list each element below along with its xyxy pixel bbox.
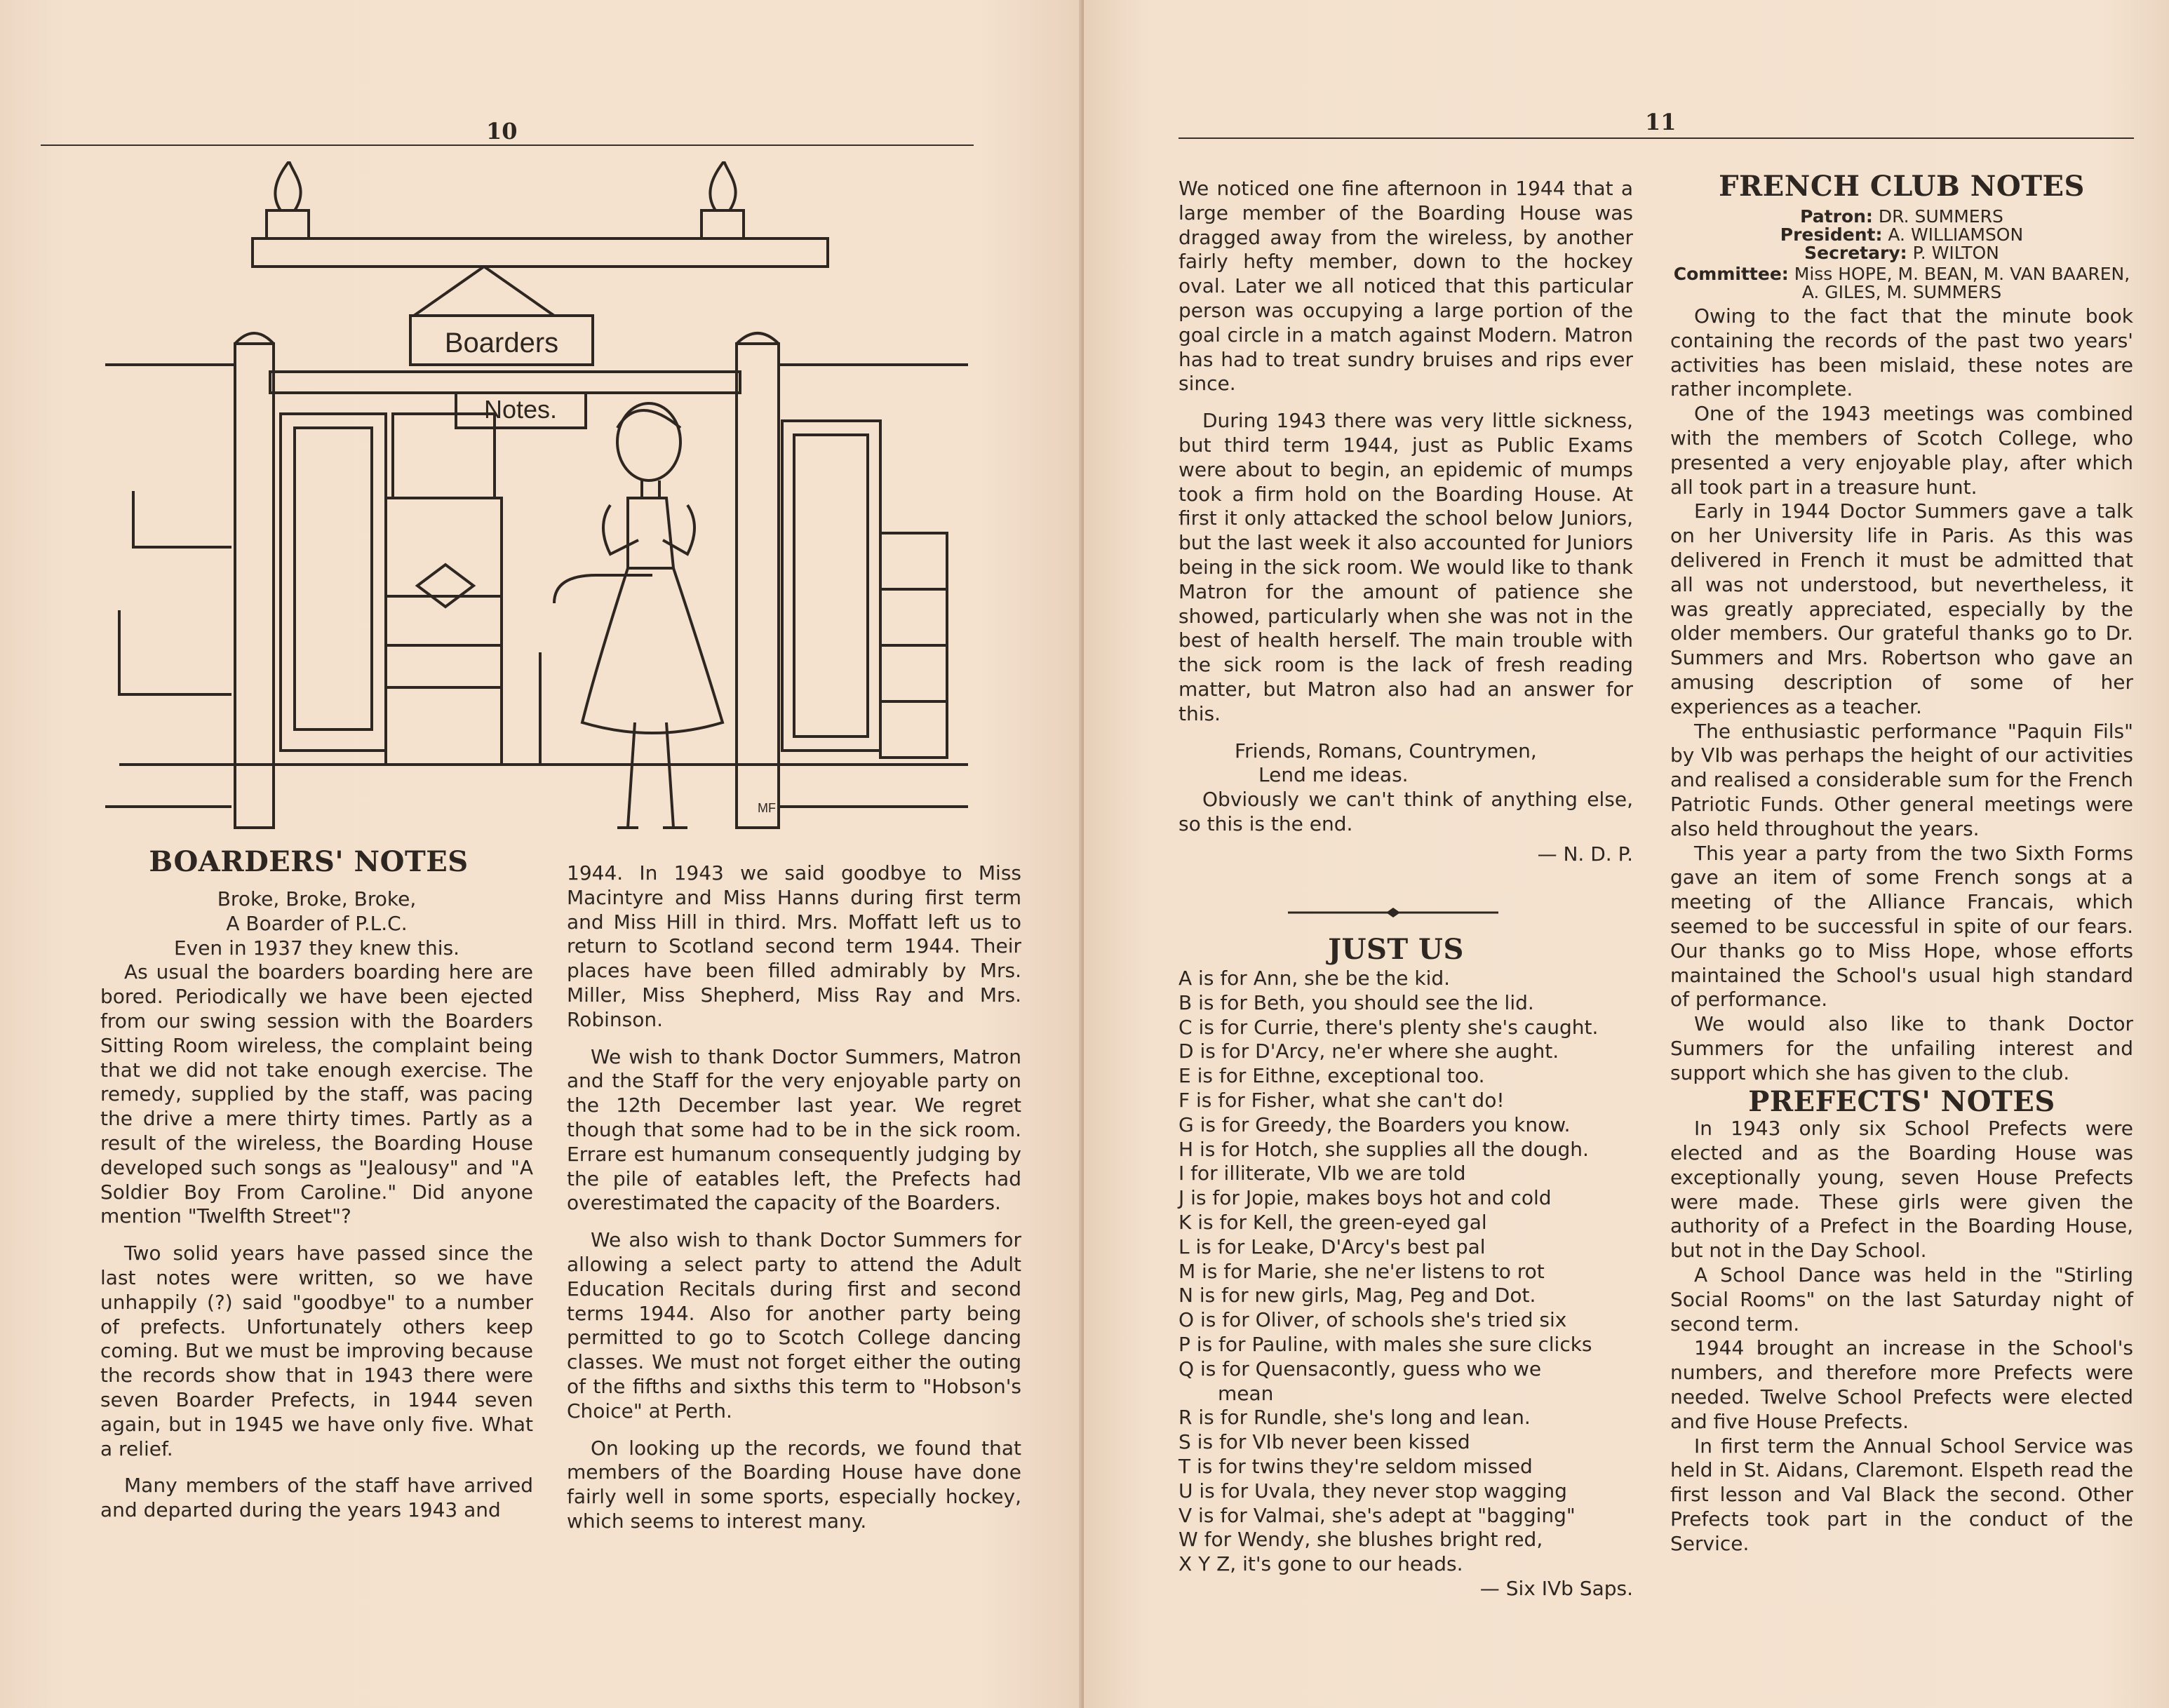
alphabet-line: C is for Currie, there's plenty she's caught. bbox=[1178, 1015, 1599, 1039]
officer-patron: Patron: DR. SUMMERS bbox=[1800, 206, 2003, 227]
alphabet-line: H is for Hotch, she supplies all the dough. bbox=[1178, 1137, 1589, 1161]
just-us-title: JUST US bbox=[1328, 933, 1464, 966]
boarders-illustration bbox=[105, 161, 968, 856]
alphabet-line: S is for VIb never been kissed bbox=[1178, 1430, 1470, 1454]
alphabet-line: K is for Kell, the green-eyed gal bbox=[1178, 1210, 1487, 1234]
alphabet-line: F is for Fisher, what she can't do! bbox=[1178, 1088, 1505, 1112]
paragraph: We would also like to thank Doctor Summers for the unfailing interest and support which she has given to the club. bbox=[1670, 1012, 2133, 1084]
paragraph: In first term the Annual School Service was held in St. Aidans, Claremont. Elspeth read the first lesson and Val Black the second. Other Prefects took part in the conduct of the Service. bbox=[1670, 1434, 2133, 1555]
alphabet-line: X Y Z, it's gone to our heads. bbox=[1178, 1552, 1463, 1576]
paragraph: 1944 brought an increase in the School's numbers, and therefore more Prefects were needed. Twelve School Prefects were elected and five House Prefects. bbox=[1670, 1336, 2133, 1433]
sign-top-text: Boarders bbox=[444, 328, 559, 358]
artist-initials: MF bbox=[758, 801, 776, 815]
verse-line: Broke, Broke, Broke, bbox=[217, 887, 417, 910]
paragraph: During 1943 there was very little sickness, but third term 1944, just as Public Exams were about to begin, an epidemic of mumps took a firm hold on the Boarding House. At first it only attacked the school below Juniors, but the last week it also accounted for Juniors being in the sick room. We would like to thank Matron for the amount of patience she showed, particularly when she was not in the best of health herself. The main trouble with the sick room is the lack of fresh reading matter, but Matron also had an answer for this. bbox=[1178, 409, 1633, 725]
alphabet-line: E is for Eithne, exceptional too. bbox=[1178, 1064, 1485, 1088]
paragraph: In 1943 only six School Prefects were elected and as the Boarding House was exceptionally young, seven House Prefects were made. These girls were given the authority of a Prefect in the Boarding House, but not in the Day School. bbox=[1670, 1117, 2133, 1263]
boarders-notes-title: BOARDERS' NOTES bbox=[149, 845, 469, 878]
signature: — N. D. P. bbox=[1537, 842, 1633, 866]
alphabet-line: N is for new girls, Mag, Peg and Dot. bbox=[1178, 1284, 1536, 1307]
paragraph: We wish to thank Doctor Summers, Matron and the Staff for the very enjoyable party on the 12th December last year. We regret though that some had to be in the sick room. Errare est humanum consequently judging by the pile of eatables left, the Prefects had overestimated the capacity of the Boarders. bbox=[567, 1044, 1021, 1215]
just-us-verse bbox=[1178, 967, 1633, 1601]
officer-president: President: A. WILLIAMSON bbox=[1780, 224, 2024, 245]
alphabet-line: J is for Jopie, makes boys hot and cold bbox=[1178, 1186, 1552, 1210]
paragraph: We noticed one fine afternoon in 1944 that a large member of the Boarding House was dragged away from the wireless, by another fairly hefty member, down to the hockey oval. Later we all noticed that this particular person was occupying a large portion of the goal circle in a match against Modern. Matron has had to treat sundry bruises and rips ever since. bbox=[1178, 177, 1633, 396]
officer-committee: Committee: Miss HOPE, M. BEAN, M. VAN BAAREN, A. GILES, M. SUMMERS bbox=[1673, 264, 2130, 302]
officer-secretary: Secretary: P. WILTON bbox=[1804, 243, 1999, 263]
french-club-column bbox=[1670, 208, 2133, 1556]
alphabet-line: O is for Oliver, of schools she's tried six bbox=[1178, 1308, 1567, 1332]
poem-line: Friends, Romans, Countrymen, bbox=[1235, 739, 1537, 762]
alphabet-line: I for illiterate, VIb we are told bbox=[1178, 1162, 1466, 1185]
paragraph: The enthusiastic performance "Paquin Fils" by VIb was perhaps the height of our activities and realised a considerable sum for the French Patriotic Funds. Other general meetings were also held throughout the years. bbox=[1670, 719, 2133, 840]
poem-line: Lend me ideas. bbox=[1258, 763, 1409, 787]
alphabet-line: G is for Greedy, the Boarders you know. bbox=[1178, 1112, 1571, 1136]
paragraph: On looking up the records, we found that members of the Boarding House have done fairly well in some sports, especially hockey, which seems to interest many. bbox=[567, 1436, 1021, 1533]
alphabet-line: T is for twins they're seldom missed bbox=[1178, 1454, 1533, 1478]
signature: — Six IVb Saps. bbox=[1479, 1576, 1633, 1600]
alphabet-line: mean bbox=[1218, 1381, 1274, 1405]
paragraph: Two solid years have passed since the last notes were written, so we have unhappily (?) said "goodbye" to a number of prefects. Unfortunately others keep coming. But we must be improving because the records show that in 1943 there were seven Boarder Prefects, in 1944 seven again, but in 1945 we have only five. What a relief. bbox=[100, 1242, 533, 1460]
boarders-column-1 bbox=[100, 887, 533, 1523]
verse-line: Even in 1937 they knew this. bbox=[173, 936, 460, 960]
french-club-title: FRENCH CLUB NOTES bbox=[1719, 170, 2085, 203]
boarders-continued-column bbox=[1178, 177, 1633, 867]
alphabet-line: W for Wendy, she blushes bright red, bbox=[1178, 1528, 1543, 1552]
paragraph: One of the 1943 meetings was combined with the members of Scotch College, who presented a very enjoyable play, after which all took part in a treasure hunt. bbox=[1670, 402, 2133, 499]
alphabet-line: V is for Valmai, she's adept at "bagging" bbox=[1178, 1503, 1576, 1527]
paragraph: As usual the boarders boarding here are bored. Periodically we have been ejected from our swing session with the Boarders Sitting Room wireless, the complaint being that we did not take enough exercise. The remedy, supplied by the staff, was pacing the drive a mere thirty times. Partly as a result of the wireless, the Boarding House developed such songs as "Jealousy" and "A Soldier Boy From Caroline." Did anyone mention "Twelfth Street"? bbox=[100, 960, 533, 1228]
paragraph: Owing to the fact that the minute book containing the records of the past two years' activities has been mislaid, these notes are rather incomplete. bbox=[1670, 304, 2133, 401]
sign-bottom-text: Notes. bbox=[483, 395, 558, 424]
header-rule-left bbox=[41, 144, 974, 146]
page-number-left: 10 bbox=[486, 118, 518, 144]
paragraph: Many members of the staff have arrived and departed during the years 1943 and bbox=[100, 1474, 533, 1522]
paragraph: A School Dance was held in the "Stirling Social Rooms" on the last Saturday night of second term. bbox=[1670, 1263, 2133, 1336]
alphabet-line: P is for Pauline, with males she sure clicks bbox=[1178, 1332, 1592, 1356]
ornament-divider bbox=[1288, 908, 1498, 917]
left-page bbox=[0, 0, 1084, 1708]
page-number-right: 11 bbox=[1645, 109, 1677, 135]
right-page bbox=[1084, 0, 2169, 1708]
alphabet-line: U is for Uvala, they never stop wagging bbox=[1178, 1479, 1567, 1502]
boarders-column-2 bbox=[567, 861, 1021, 1534]
alphabet-line: R is for Rundle, she's long and lean. bbox=[1178, 1406, 1531, 1430]
alphabet-line: L is for Leake, D'Arcy's best pal bbox=[1178, 1235, 1486, 1258]
alphabet-line: M is for Marie, she ne'er listens to rot bbox=[1178, 1259, 1545, 1283]
alphabet-line: Q is for Quensacontly, guess who we bbox=[1178, 1357, 1542, 1380]
alphabet-line: A is for Ann, she be the kid. bbox=[1178, 967, 1451, 990]
header-rule-right bbox=[1178, 137, 2134, 139]
closing-paragraph: Obviously we can't think of anything else, so this is the end. bbox=[1178, 788, 1633, 835]
alphabet-line: D is for D'Arcy, ne'er where she aught. bbox=[1178, 1040, 1559, 1063]
prefects-notes-title: PREFECTS' NOTES bbox=[1748, 1084, 2055, 1118]
alphabet-line: B is for Beth, you should see the lid. bbox=[1178, 990, 1534, 1014]
paragraph: This year a party from the two Sixth Forms gave an item of some French songs at a meeting of the Alliance Francais, which seemed to be successful in spite of our fears. Our thanks go to Miss Hope, whose efforts maintained the School's usual high standard of performance. bbox=[1670, 841, 2133, 1011]
paragraph: 1944. In 1943 we said goodbye to Miss Macintyre and Miss Hanns during first term and Miss Hill in third. Mrs. Moffatt left us to return to Scotland second term 1944. Their places have been filled admirably by Mrs. Miller, Miss Shepherd, Miss Ray and Mrs. Robinson. bbox=[567, 861, 1021, 1031]
verse-line: A Boarder of P.L.C. bbox=[226, 911, 408, 935]
paragraph: Early in 1944 Doctor Summers gave a talk on her University life in Paris. As this was delivered in French it must be admitted that all was not understood, but nevertheless, it was greatly appreciated, especially by the older members. Our grateful thanks go to Dr. Summers and Mrs. Robertson who gave an amusing description of some of her experiences as a teacher. bbox=[1670, 499, 2133, 718]
paragraph: We also wish to thank Doctor Summers for allowing a select party to attend the Adult Education Recitals during first and second terms 1944. Also for another party being permitted to go to Scotch College dancing classes. We must not forget either the outing of the fifths and sixths this term to "Hobson's Choice" at Perth. bbox=[567, 1228, 1021, 1423]
